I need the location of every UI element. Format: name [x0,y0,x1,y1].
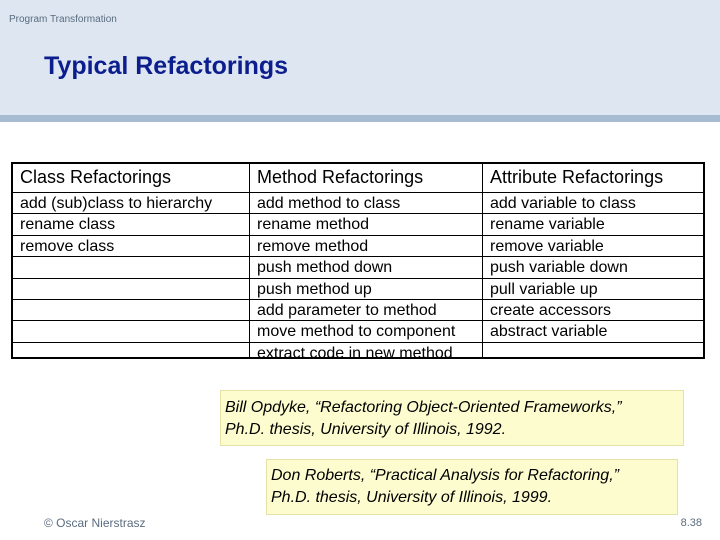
column-heading: Attribute Refactorings [490,167,664,187]
table-cell [13,321,249,342]
column-heading: Method Refactorings [257,167,424,187]
column-attribute-refactorings [483,164,703,357]
table-cell: remove class [13,236,249,257]
reference-line: Ph.D. thesis, University of Illinois, 1999. [271,489,553,506]
table-cell: move method to component [250,321,482,342]
table-cell: add parameter to method [250,300,482,321]
table-cell: add variable to class [483,193,703,214]
column-header [483,164,703,193]
slide-title: Typical Refactorings [44,52,289,80]
table-cell: rename method [250,214,482,235]
table-cell: rename variable [483,214,703,235]
course-title: Program Transformation [9,14,117,25]
reference-line: Bill Opdyke, “Refactoring Object-Oriented Frameworks,” [225,399,622,416]
copyright: © Oscar Nierstrasz [44,516,146,530]
table-cell: add method to class [250,193,482,214]
table-cell: add (sub)class to hierarchy [13,193,249,214]
column-header [13,164,249,193]
table-cell [13,300,249,321]
table-cell [483,343,703,364]
table-cell: rename class [13,214,249,235]
reference-line: Ph.D. thesis, University of Illinois, 1992. [225,421,507,438]
table-cell: extract code in new method [257,344,453,362]
reference-line: Don Roberts, “Practical Analysis for Refactoring,” [271,467,619,484]
table-cell: create accessors [483,300,703,321]
reference-roberts [266,459,678,515]
column-heading: Class Refactorings [20,167,172,187]
table-cell: remove method [250,236,482,257]
table-cell [13,257,249,278]
refactorings-table [11,162,705,362]
table-cell [13,279,249,300]
table-cell: pull variable up [483,279,703,300]
column-method-refactorings [250,164,483,362]
table-cell [13,343,249,364]
table-cell: push variable down [483,257,703,278]
table-cell: remove variable [483,236,703,257]
header-rule [0,115,720,122]
table-cell: abstract variable [483,321,703,342]
table-cell: push method up [250,279,482,300]
column-class-refactorings [13,164,250,357]
column-header [250,164,482,193]
reference-opdyke [220,390,684,446]
page-number: 8.38 [680,517,702,529]
table-cell: push method down [250,257,482,278]
